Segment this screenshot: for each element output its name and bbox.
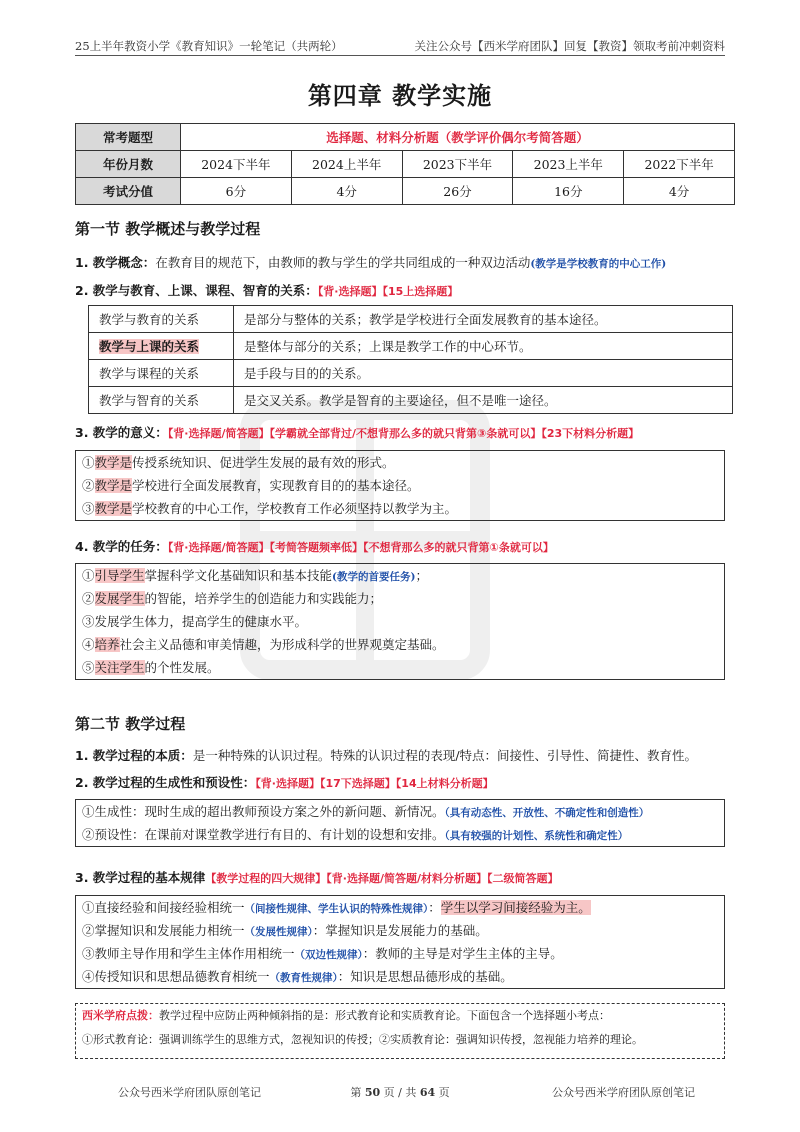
- list-item: [76, 965, 724, 988]
- exam-year-cell: 2024下半年: [181, 151, 292, 178]
- item-tail: ：知识是思想品德形成的基础。: [337, 969, 513, 984]
- relation-value: 是整体与部分的关系；上课是教学工作的中心环节。: [234, 333, 733, 360]
- exam-score-cell: 4分: [291, 178, 402, 205]
- list-item: [76, 587, 724, 610]
- list-item: [76, 633, 724, 656]
- exam-type-row: [76, 124, 735, 151]
- relation-row: [89, 360, 733, 387]
- list-item: [76, 610, 724, 633]
- item-number: ①: [82, 568, 95, 583]
- exam-score-label: 考试分值: [76, 178, 181, 205]
- item-text: ②掌握知识和发展能力相统一: [82, 923, 245, 938]
- laws-line: [75, 868, 559, 886]
- item-highlight: 学生以学习间接经验为主。: [440, 900, 591, 915]
- item-number: ①: [82, 455, 95, 470]
- tasks-tags: 【背·选择题/简答题】【考简答题频率低】【不想背那么多的就只背第①条就可以】: [167, 541, 554, 554]
- item-text: 发展学生体力，提高学生的健康水平。: [94, 614, 308, 629]
- relation-key: 教学与智育的关系: [89, 387, 234, 414]
- generative-line: [75, 773, 494, 791]
- tasks-box: [75, 563, 725, 680]
- generative-tags: 【背·选择题】【17下选择题】【14上材料分析题】: [255, 777, 494, 790]
- item-highlight: 教学是: [94, 478, 133, 493]
- process-essence-line: [75, 746, 697, 764]
- item-number: ⑤: [82, 660, 95, 675]
- exam-year-cell: 2023上半年: [513, 151, 624, 178]
- meaning-box: [75, 450, 725, 521]
- exam-year-row: [76, 151, 735, 178]
- relation-value: 是交叉关系。教学是智育的主要途径，但不是唯一途径。: [234, 387, 733, 414]
- list-item: [76, 497, 724, 520]
- exam-type-label: 常考题型: [76, 124, 181, 151]
- item-text: ③教师主导作用和学生主体作用相统一: [82, 946, 295, 961]
- list-item: [76, 474, 724, 497]
- tip-text: ①形式教育论：强调训练学生的思维方式，忽视知识的传授；②实质教育论：强调知识传授，忽视能力培养的理论。: [82, 1033, 643, 1046]
- tip-line: [76, 1004, 724, 1028]
- list-item: [76, 564, 724, 587]
- item-text: ④传授知识和思想品德教育相统一: [82, 969, 270, 984]
- item-text: ①直接经验和间接经验相统一: [82, 900, 245, 915]
- item-number: ③: [82, 501, 95, 516]
- teaching-concept-line: [75, 253, 666, 271]
- exam-score-cell: 16分: [513, 178, 624, 205]
- item-highlight: 引导学生: [94, 568, 145, 583]
- relation-row: [89, 306, 733, 333]
- item-note: （具有较强的计划性、系统性和确定性）: [444, 830, 629, 842]
- relations-table: [88, 305, 733, 414]
- item-note: （间接性规律、学生认识的特殊性规律）: [244, 903, 429, 915]
- list-item: [76, 823, 724, 846]
- item-note: （双边性规律）: [294, 949, 363, 961]
- relation-value: 是部分与整体的关系；教学是学校进行全面发展教育的基本途径。: [234, 306, 733, 333]
- item-number: ②: [82, 591, 95, 606]
- exam-score-row: [76, 178, 735, 205]
- page-suffix: 页: [438, 1086, 450, 1099]
- tip-box: [75, 1003, 725, 1059]
- chapter-title: 第四章 教学实施: [307, 82, 493, 110]
- relation-key-highlight: 教学与上课的关系: [99, 339, 200, 354]
- item-text: 学校进行全面发展教育，实现教育目的的基本途径。: [132, 478, 420, 493]
- section1-heading: 第一节 教学概述与教学过程: [75, 220, 261, 238]
- laws-box: [75, 895, 725, 989]
- meaning-label: 3. 教学的意义：: [75, 425, 168, 440]
- tasks-line: [75, 537, 554, 555]
- item-highlight: 关注学生: [94, 660, 145, 675]
- item-text: 学校教育的中心工作，学校教育工作必须坚持以教学为主。: [132, 501, 458, 516]
- item-note: （具有动态性、开放性、不确定性和创造性）: [444, 807, 650, 819]
- relation-key: [89, 333, 234, 360]
- relation-row: [89, 333, 733, 360]
- laws-label: 3. 教学过程的基本规律: [75, 870, 206, 885]
- generative-box: [75, 799, 725, 847]
- list-item: [76, 919, 724, 942]
- tip-text: 教学过程中应防止两种倾斜指的是：形式教育论和实质教育论。下面包含一个选择题小考点：: [159, 1009, 610, 1022]
- exam-score-cell: 26分: [402, 178, 513, 205]
- item-number: ③: [82, 614, 95, 629]
- item-text: 传授系统知识、促进学生发展的最有效的形式。: [132, 455, 395, 470]
- relations-line: [75, 281, 458, 299]
- relation-key: 教学与课程的关系: [89, 360, 234, 387]
- item-note: （教育性规律）: [269, 972, 338, 984]
- list-item: [76, 942, 724, 965]
- relations-label: 2. 教学与教育、上课、课程、智育的关系：: [75, 283, 318, 298]
- item-note: （发展性规律）: [244, 926, 313, 938]
- page-total: 64: [419, 1086, 436, 1099]
- item-note: (教学的首要任务): [332, 571, 416, 583]
- item-text: 社会主义品德和审美情趣，为形成科学的世界观奠定基础。: [119, 637, 445, 652]
- header-right-text: 关注公众号【西米学府团队】回复【教资】领取考前冲刺资料: [414, 39, 725, 53]
- exam-score-cell: 4分: [624, 178, 735, 205]
- meaning-tags: 【背·选择题/简答题】【学霸就全部背过/不想背那么多的就只背第③条就可以】【23下材料分析题】: [167, 427, 640, 440]
- item-highlight: 教学是: [94, 455, 133, 470]
- item-text: 的个性发展。: [144, 660, 220, 675]
- relation-value: 是手段与目的的关系。: [234, 360, 733, 387]
- item-tail: ：教师的主导是对学生主体的主导。: [362, 946, 563, 961]
- item-text: ①生成性：现时生成的超出教师预设方案之外的新问题、新情况。: [82, 804, 445, 819]
- footer-left: 公众号西米学府团队原创笔记: [118, 1086, 261, 1099]
- item-text: 掌握科学文化基础知识和基本技能: [144, 568, 333, 583]
- exam-year-cell: 2024上半年: [291, 151, 402, 178]
- item-highlight: 发展学生: [94, 591, 145, 606]
- exam-year-cell: 2023下半年: [402, 151, 513, 178]
- item-text: ②预设性：在课前对课堂教学进行有目的、有计划的设想和安排。: [82, 827, 445, 842]
- item-number: ②: [82, 478, 95, 493]
- process-essence-label: 1. 教学过程的本质：: [75, 748, 193, 763]
- teaching-concept-label: 1. 教学概念：: [75, 255, 156, 270]
- exam-type-value: 选择题、材料分析题（教学评价偶尔考简答题）: [181, 124, 735, 151]
- teaching-concept-note: (教学是学校教育的中心工作): [530, 258, 667, 270]
- item-text: 的智能，培养学生的创造能力和实践能力；: [144, 591, 383, 606]
- tip-label: 西米学府点拨：: [82, 1009, 159, 1022]
- teaching-concept-text: 在教育目的规范下，由教师的教与学生的学共同组成的一种双边活动: [155, 255, 531, 270]
- meaning-line: [75, 423, 639, 441]
- exam-info-table: [75, 123, 735, 205]
- tasks-label: 4. 教学的任务：: [75, 539, 168, 554]
- relation-key: 教学与教育的关系: [89, 306, 234, 333]
- list-item: [76, 656, 724, 679]
- page-prefix: 第: [350, 1086, 362, 1099]
- header-divider: [75, 55, 725, 56]
- item-tail: ：掌握知识是发展能力的基础。: [312, 923, 488, 938]
- list-item: [76, 800, 724, 823]
- item-highlight: 教学是: [94, 501, 133, 516]
- list-item: [76, 451, 724, 474]
- page-mid: 页 / 共: [383, 1086, 417, 1099]
- section2-heading: 第二节 教学过程: [75, 715, 186, 733]
- page-current: 50: [364, 1086, 381, 1099]
- footer-right: 公众号西米学府团队原创笔记: [552, 1086, 695, 1099]
- exam-year-label: 年份月数: [76, 151, 181, 178]
- item-tail: ；: [415, 568, 428, 583]
- relations-tags: 【背·选择题】【15上选择题】: [317, 285, 459, 298]
- list-item: [76, 896, 724, 919]
- header-left-text: 25上半年教资小学《教育知识》一轮笔记（共两轮）: [75, 39, 343, 53]
- item-highlight: 培养: [94, 637, 120, 652]
- exam-year-cell: 2022下半年: [624, 151, 735, 178]
- item-number: ④: [82, 637, 95, 652]
- tip-line: [76, 1028, 724, 1052]
- relation-row: [89, 387, 733, 414]
- process-essence-text: 是一种特殊的认识过程。特殊的认识过程的表现/特点：间接性、引导性、简捷性、教育性。: [192, 748, 698, 763]
- generative-label: 2. 教学过程的生成性和预设性：: [75, 775, 256, 790]
- exam-score-cell: 6分: [181, 178, 292, 205]
- laws-tags: 【教学过程的四大规律】【背·选择题/简答题/材料分析题】【二级简答题】: [205, 872, 559, 885]
- item-tail: ：: [428, 900, 441, 915]
